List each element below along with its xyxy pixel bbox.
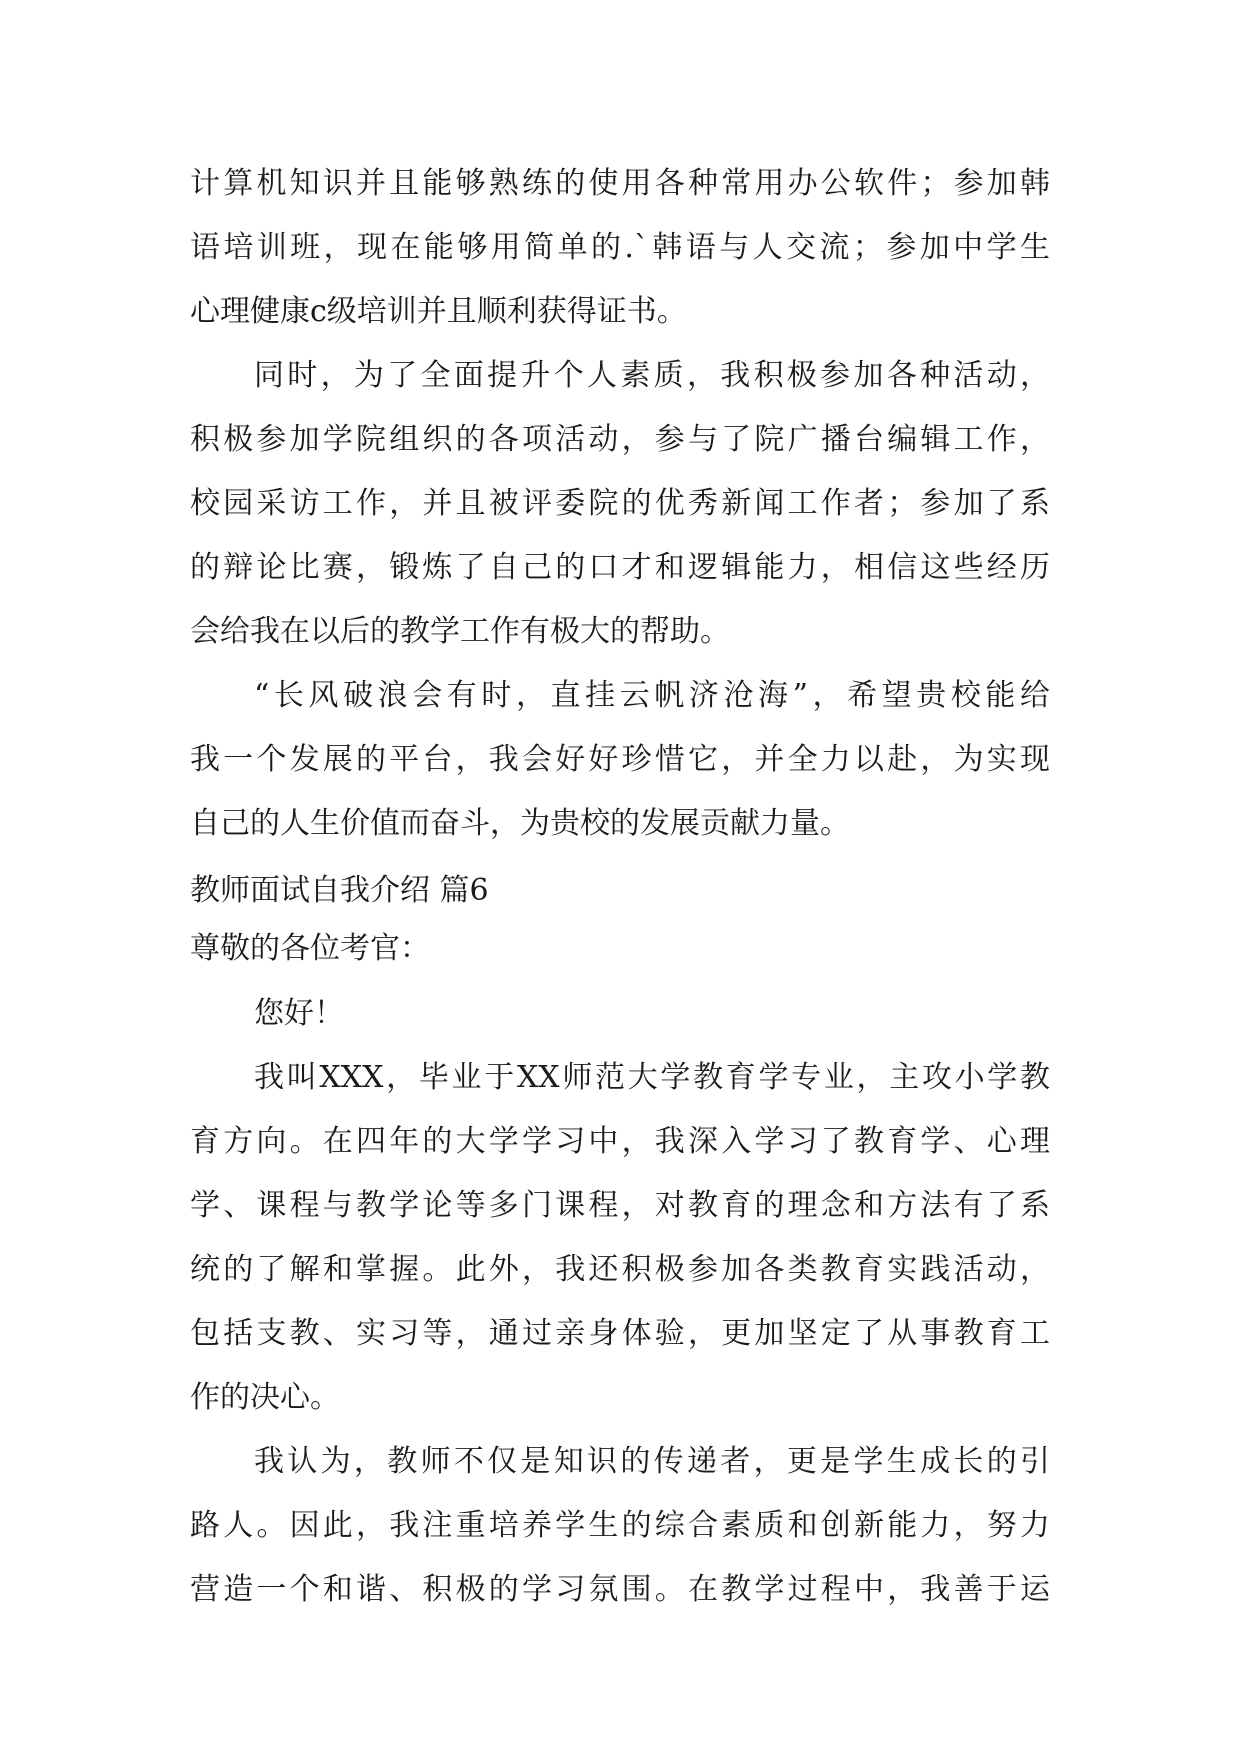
paragraph-line: 积极参加学院组织的各项活动，参与了院广播台编辑工作， bbox=[190, 422, 1050, 457]
paragraph-line: 包括支教、实习等，通过亲身体验，更加坚定了从事教育工 bbox=[190, 1316, 1050, 1351]
paragraph-line: “长风破浪会有时，直挂云帆济沧海”，希望贵校能给 bbox=[254, 678, 1050, 713]
paragraph-3 bbox=[190, 664, 1050, 856]
paragraph-line: 的辩论比赛，锻炼了自己的口才和逻辑能力，相信这些经历 bbox=[190, 550, 1050, 585]
section-heading-block bbox=[190, 862, 1050, 978]
paragraph-2 bbox=[190, 344, 1050, 664]
paragraph-line: 营造一个和谐、积极的学习氛围。在教学过程中，我善于运 bbox=[190, 1572, 1050, 1607]
paragraph-4 bbox=[190, 1046, 1050, 1430]
paragraph-line: 学、课程与教学论等多门课程，对教育的理念和方法有了系 bbox=[190, 1188, 1050, 1223]
paragraph-line: 我一个发展的平台，我会好好珍惜它，并全力以赴，为实现 bbox=[190, 742, 1050, 777]
paragraph-1 bbox=[190, 152, 1050, 344]
paragraph-line: 校园采访工作，并且被评委院的优秀新闻工作者；参加了系 bbox=[190, 486, 1050, 521]
paragraph-line: 心理健康c级培训并且顺利获得证书。 bbox=[190, 294, 687, 329]
salutation: 尊敬的各位考官： bbox=[190, 931, 430, 966]
paragraph-line: 会给我在以后的教学工作有极大的帮助。 bbox=[190, 614, 730, 649]
greeting-block bbox=[190, 982, 1050, 1046]
paragraph-line: 我叫XXX，毕业于XX师范大学教育学专业，主攻小学教 bbox=[254, 1060, 1050, 1095]
paragraph-line: 语培训班，现在能够用简单的.`韩语与人交流；参加中学生 bbox=[190, 230, 1050, 265]
section-title: 教师面试自我介绍 篇6 bbox=[190, 873, 489, 908]
paragraph-line: 路人。因此，我注重培养学生的综合素质和创新能力，努力 bbox=[190, 1508, 1050, 1543]
paragraph-5 bbox=[190, 1430, 1050, 1622]
paragraph-line: 自己的人生价值而奋斗，为贵校的发展贡献力量。 bbox=[190, 806, 850, 841]
paragraph-line: 统的了解和掌握。此外，我还积极参加各类教育实践活动， bbox=[190, 1252, 1050, 1287]
greeting: 您好！ bbox=[254, 996, 344, 1031]
paragraph-line: 育方向。在四年的大学学习中，我深入学习了教育学、心理 bbox=[190, 1124, 1050, 1159]
paragraph-line: 作的决心。 bbox=[190, 1380, 340, 1415]
paragraph-line: 同时，为了全面提升个人素质，我积极参加各种活动， bbox=[254, 358, 1050, 393]
paragraph-line: 计算机知识并且能够熟练的使用各种常用办公软件；参加韩 bbox=[190, 166, 1050, 201]
paragraph-line: 我认为，教师不仅是知识的传递者，更是学生成长的引 bbox=[254, 1444, 1050, 1479]
